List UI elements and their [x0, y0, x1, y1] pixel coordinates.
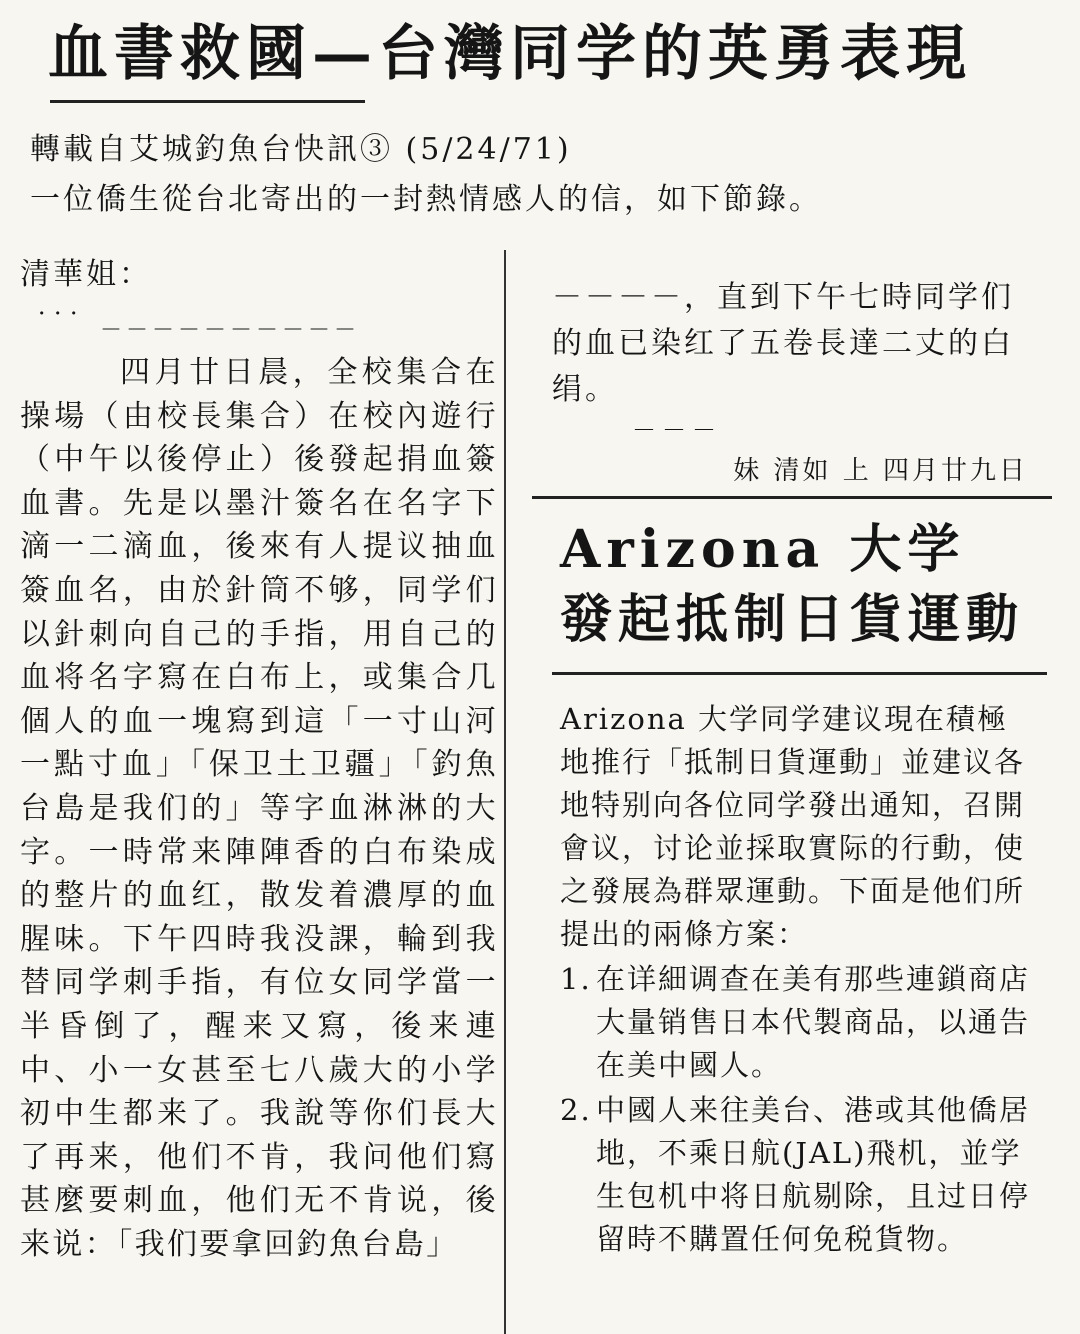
proposal-number: 1. — [560, 962, 592, 996]
letter-column — [20, 255, 498, 1330]
section-separator — [532, 496, 1052, 499]
arizona-heading-line2: 發起抵制日貨運動 — [560, 589, 1025, 650]
arizona-heading-line1: Arizona 大学 — [560, 519, 966, 580]
opening-ellipsis: ．．． — [38, 292, 98, 320]
continued-leading-dashes: －－－－ — [552, 280, 684, 315]
continued-body: ，直到下午七時同学们的血已染红了五卷長達二丈的白绢。 — [552, 280, 1014, 407]
document-title: 血書救國—台灣同学的英勇表現 — [48, 19, 972, 89]
proposal-text: 中國人来往美台、港或其他僑居地，不乘日航(JAL)飛机，並学生包机中将日航剔除，且过日停留時不購置任何免税貨物。 — [596, 1093, 1031, 1256]
title-underline — [50, 100, 365, 103]
arizona-body-text: Arizona 大学同学建议現在積極地推行「抵制日貨運動」並建议各地特别向各位同学發出通知，召開會议，讨论並採取實际的行動，使之發展為群眾運動。下面是他们所提出的兩條方案： — [560, 702, 1026, 951]
intro-block — [30, 125, 1050, 225]
continued-trailing-dashes: －－－ — [632, 416, 722, 444]
section-dashes: －－－－－－－－－－ — [100, 318, 361, 343]
arizona-heading-underline — [552, 672, 1047, 675]
arizona-heading — [560, 515, 1040, 655]
letter-greeting: 清華姐： — [20, 257, 152, 292]
letter-continued-block — [552, 275, 1042, 491]
proposal-text: 在详細调查在美有那些連鎖商店大量销售日本代製商品，以通告在美中國人。 — [596, 962, 1031, 1082]
intro-description-line: 一位僑生從台北寄出的一封熱情感人的信，如下節錄。 — [30, 182, 822, 217]
proposal-item — [560, 958, 1038, 1087]
column-divider — [504, 250, 506, 1334]
letter-signature: 妹 清如 上 四月廿九日 — [733, 456, 1028, 486]
arizona-body — [560, 698, 1038, 1261]
letter-body: 四月廿日晨，全校集合在操場（由校長集合）在校內遊行（中午以後停止）後發起捐血簽血書。先是以墨汁簽名在名字下滴一二滴血，後來有人提议抽血簽血名，由於針筒不够，同学们以針刺向自己的手指，用自己的血将名字寫在白布上，或集合几個人的血一塊寫到這「一寸山河一點寸血」「保卫土卫疆」「釣魚台島是我们的」等字血淋淋的大字。一時常来陣陣香的白布染成的整片的血红，散发着濃厚的血腥味。下午四時我没課，輪到我替同学刺手指，有位女同学當一半昏倒了，醒来又寫，後来連中、小一女甚至七八歲大的小学初中生都来了。我說等你们長大了再来，他们不肯，我问他们寫甚麼要刺血，他们无不肯说，後来说：「我们要拿回釣魚台島」 — [20, 355, 498, 1262]
letter-continued-text — [552, 275, 1042, 413]
intro-source-line: 轉載自艾城釣魚台快訊③ (5/24/71) — [30, 132, 572, 167]
proposal-item — [560, 1089, 1038, 1261]
proposal-number: 2. — [560, 1093, 592, 1127]
